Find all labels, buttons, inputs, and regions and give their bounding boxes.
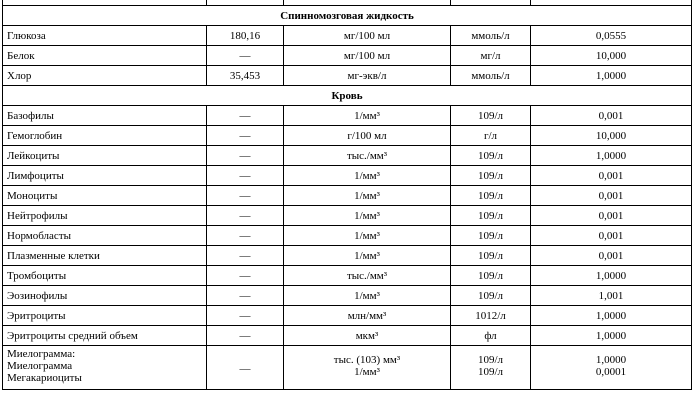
si-unit-cell <box>451 346 531 390</box>
si-unit-cell: мг/л <box>451 46 531 66</box>
indicator-name-cell-line: Мегакариоциты <box>7 372 82 384</box>
old-unit-cell: мг/100 мл <box>284 26 451 46</box>
table-row <box>3 326 692 346</box>
si-unit-cell: 109/л <box>451 166 531 186</box>
si-unit-cell-line: 109/л <box>477 366 504 378</box>
indicator-name-cell: Моноциты <box>3 186 207 206</box>
table-row <box>3 26 692 46</box>
molar-mass-cell: — <box>207 286 284 306</box>
molar-mass-cell: — <box>207 246 284 266</box>
conversion-factor-cell: 1,0000 <box>531 326 692 346</box>
conversion-factor-cell-line: 1,0000 <box>595 354 627 366</box>
conversion-factor-cell: 0,001 <box>531 246 692 266</box>
table-row <box>3 126 692 146</box>
old-unit-cell: млн/мм³ <box>284 306 451 326</box>
molar-mass-cell: — <box>207 186 284 206</box>
old-unit-cell-line: тыс. (103) мм³ <box>333 354 401 366</box>
conversion-factor-cell: 1,0000 <box>531 146 692 166</box>
old-unit-cell: г/100 мл <box>284 126 451 146</box>
table-row <box>3 166 692 186</box>
si-unit-cell: ммоль/л <box>451 66 531 86</box>
old-unit-cell: 1/мм³ <box>284 226 451 246</box>
section-title-blood: Кровь <box>3 86 692 106</box>
indicator-name-cell: Тромбоциты <box>3 266 207 286</box>
indicator-name-cell: Эритроциты <box>3 306 207 326</box>
si-unit-cell: 1012/л <box>451 306 531 326</box>
old-unit-cell: 1/мм³ <box>284 286 451 306</box>
table-row <box>3 66 692 86</box>
conversion-factor-cell: 10,000 <box>531 46 692 66</box>
molar-mass-cell: — <box>207 46 284 66</box>
si-unit-cell: 109/л <box>451 146 531 166</box>
units-table <box>2 0 692 390</box>
indicator-name-cell: Лимфоциты <box>3 166 207 186</box>
si-unit-cell: г/л <box>451 126 531 146</box>
molar-mass-cell: — <box>207 226 284 246</box>
molar-mass-cell: — <box>207 126 284 146</box>
conversion-factor-cell: 0,001 <box>531 186 692 206</box>
molar-mass-cell: — <box>207 306 284 326</box>
conversion-factor-cell: 10,000 <box>531 126 692 146</box>
old-unit-cell: тыс./мм³ <box>284 266 451 286</box>
si-unit-cell: 109/л <box>451 186 531 206</box>
table-row <box>3 306 692 326</box>
indicator-name-cell: Глюкоза <box>3 26 207 46</box>
table-row <box>3 246 692 266</box>
old-unit-cell: мг/100 мл <box>284 46 451 66</box>
old-unit-cell <box>284 346 451 390</box>
indicator-name-cell: Эритроциты средний объем <box>3 326 207 346</box>
indicator-name-cell: Гемоглобин <box>3 126 207 146</box>
conversion-factor-cell: 1,0000 <box>531 266 692 286</box>
si-unit-cell: 109/л <box>451 226 531 246</box>
si-unit-cell-line: 109/л <box>477 354 504 366</box>
old-unit-cell: 1/мм³ <box>284 106 451 126</box>
indicator-name-cell: Плазменные клетки <box>3 246 207 266</box>
table-row-myelogram <box>3 346 692 390</box>
si-unit-cell: фл <box>451 326 531 346</box>
molar-mass-cell: — <box>207 166 284 186</box>
section-title-csf: Спинномозговая жидкость <box>3 6 692 26</box>
table-row <box>3 106 692 126</box>
molar-mass-cell: — <box>207 326 284 346</box>
molar-mass-cell: 35,453 <box>207 66 284 86</box>
molar-mass-cell: — <box>207 266 284 286</box>
table-row <box>3 226 692 246</box>
conversion-factor-cell: 1,0000 <box>531 306 692 326</box>
si-unit-cell: 109/л <box>451 206 531 226</box>
molar-mass-cell: 180,16 <box>207 26 284 46</box>
indicator-name-cell <box>3 346 207 390</box>
si-unit-cell: 109/л <box>451 286 531 306</box>
indicator-name-cell-line: Миелограмма: <box>7 348 76 360</box>
table-row <box>3 206 692 226</box>
old-unit-cell: тыс./мм³ <box>284 146 451 166</box>
molar-mass-cell: — <box>207 206 284 226</box>
conversion-factor-cell: 1,0000 <box>531 66 692 86</box>
conversion-factor-cell-line: 0,0001 <box>595 366 627 378</box>
indicator-name-cell: Лейкоциты <box>3 146 207 166</box>
table-row <box>3 186 692 206</box>
table-row <box>3 146 692 166</box>
table-row <box>3 46 692 66</box>
conversion-factor-cell: 0,001 <box>531 206 692 226</box>
molar-mass-cell: — <box>207 106 284 126</box>
conversion-factor-cell: 0,0555 <box>531 26 692 46</box>
old-unit-cell: 1/мм³ <box>284 166 451 186</box>
indicator-name-cell: Белок <box>3 46 207 66</box>
conversion-factor-cell: 0,001 <box>531 166 692 186</box>
old-unit-cell: 1/мм³ <box>284 206 451 226</box>
indicator-name-cell: Базофилы <box>3 106 207 126</box>
old-unit-cell: мкм³ <box>284 326 451 346</box>
conversion-factor-cell <box>531 346 692 390</box>
si-unit-cell: 109/л <box>451 246 531 266</box>
si-unit-cell: 109/л <box>451 266 531 286</box>
si-unit-cell: ммоль/л <box>451 26 531 46</box>
old-unit-cell: 1/мм³ <box>284 186 451 206</box>
old-unit-cell: 1/мм³ <box>284 246 451 266</box>
molar-mass-cell: — <box>207 346 284 390</box>
section-header-blood <box>3 86 692 106</box>
indicator-name-cell-line: Миелограмма <box>7 360 73 372</box>
table-row <box>3 266 692 286</box>
conversion-factor-cell: 0,001 <box>531 226 692 246</box>
old-unit-cell-line: 1/мм³ <box>354 366 380 378</box>
molar-mass-cell: — <box>207 146 284 166</box>
section-header-csf <box>3 6 692 26</box>
indicator-name-cell: Нейтрофилы <box>3 206 207 226</box>
indicator-name-cell: Эозинофилы <box>3 286 207 306</box>
indicator-name-cell: Хлор <box>3 66 207 86</box>
si-unit-cell: 109/л <box>451 106 531 126</box>
old-unit-cell: мг-экв/л <box>284 66 451 86</box>
indicator-name-cell: Нормобласты <box>3 226 207 246</box>
conversion-factor-cell: 0,001 <box>531 106 692 126</box>
conversion-factor-cell: 1,001 <box>531 286 692 306</box>
table-row <box>3 286 692 306</box>
